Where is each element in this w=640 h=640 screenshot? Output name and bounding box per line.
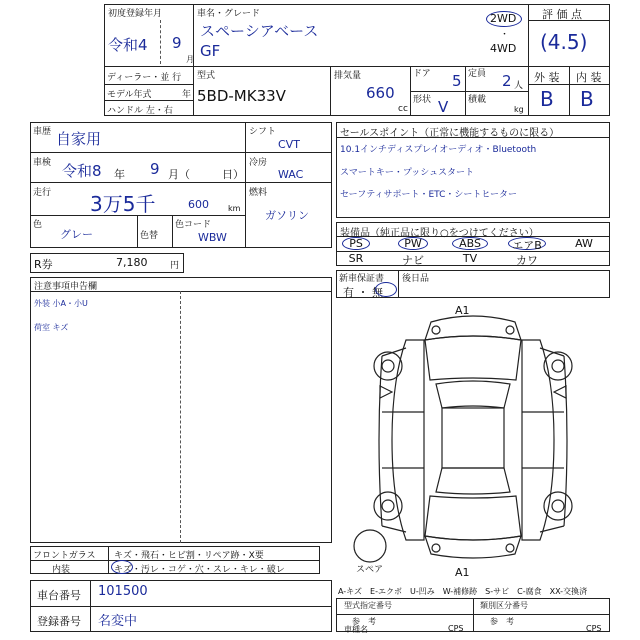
interior-label: 内 装 — [576, 71, 602, 84]
month-unit: 月 — [186, 55, 194, 64]
ac-value: WAC — [278, 168, 304, 181]
use-label: 車歴 — [33, 127, 52, 137]
notes-section — [30, 277, 332, 543]
grade: GF — [200, 42, 221, 60]
sales-point-3: セーフティサポート・ETC・シートヒーター — [340, 190, 518, 200]
color-value: グレー — [60, 228, 93, 241]
equip-tv: TV — [462, 252, 478, 265]
capacity-label: 定員 — [468, 69, 487, 79]
exterior-grade: B — [540, 87, 554, 111]
equip-abs: ABS — [459, 237, 481, 250]
eval-score: (4.5) — [540, 30, 588, 54]
inspection-month-unit: 月（ — [168, 168, 190, 181]
cc-unit: cc — [398, 104, 408, 114]
chassis-label: 車台番号 — [37, 589, 81, 602]
equip-ps: PS — [349, 237, 363, 250]
ref-label-1: 参 考 — [352, 617, 376, 626]
equip-pw: PW — [404, 237, 422, 250]
recycle-box — [30, 253, 184, 273]
note-2: 荷室 キズ — [34, 323, 69, 332]
notes-title: 注意事項申告欄 — [34, 282, 98, 292]
drive-dot: ・ — [500, 30, 510, 40]
equip-sr: SR — [348, 252, 364, 265]
color-label: 色 — [33, 220, 43, 230]
recycle-amount: 7,180 — [116, 256, 148, 269]
mileage-value: 3万5千 — [90, 192, 156, 216]
car-damage-diagram — [336, 300, 610, 584]
equip-leather: カワ — [516, 254, 538, 267]
model: 5BD-MK33V — [197, 87, 286, 105]
car-name: スペーシアベース — [200, 22, 319, 40]
interior-cond-circle — [111, 560, 133, 574]
chassis-value: 101500 — [98, 584, 148, 599]
handle-label: ハンドル 左・右 — [107, 106, 173, 116]
fuel-label: 燃料 — [249, 188, 268, 198]
person-unit: 人 — [514, 81, 524, 91]
interior-cond-label: 内装 — [52, 565, 71, 575]
drive-4wd: 4WD — [490, 42, 517, 55]
drive-2wd: 2WD — [490, 12, 517, 25]
interior-grade: B — [580, 87, 594, 111]
sales-point-2: スマートキー・プッシュスタート — [340, 168, 475, 178]
reg-year-label: 初度登録年月 — [108, 9, 163, 19]
model-year-label: モデル年式 — [107, 90, 152, 100]
km-unit: km — [228, 204, 241, 213]
ref-label-2: 参 考 — [490, 617, 514, 626]
reg-label: 車種名 — [344, 625, 368, 634]
inspection-day-unit: 日） — [222, 168, 244, 181]
front-damage-mark: A1 — [455, 304, 470, 317]
reg-no-label: 登録番号 — [37, 615, 81, 628]
damage-legend: A-キズ E-エクボ U-凹み W-補修跡 S-サビ C-腐食 XX-交換済 — [338, 587, 588, 596]
glass-label: フロントガラス — [33, 551, 96, 561]
sales-points-title: セールスポイント（正常に機能するものに限る） — [340, 128, 560, 139]
reg-no-value: 名変中 — [98, 614, 138, 629]
shape-label: 形状 — [413, 95, 432, 105]
stamp-label-1: 型式指定番号 — [344, 601, 392, 610]
kg-unit: kg — [514, 105, 524, 114]
year-unit-top: 年 — [182, 90, 192, 100]
shift-value: CVT — [278, 138, 300, 151]
spare-label: スペア — [356, 565, 384, 575]
displacement-label: 排気量 — [334, 71, 362, 81]
color-change-label: 色替 — [140, 231, 159, 241]
equipment-title: 装備品（純正品に限り○をつけてください） — [340, 228, 539, 239]
equip-navi: ナビ — [402, 254, 424, 267]
color-code-label: 色コード — [175, 220, 212, 230]
warranty-label: 新車保証書 — [339, 274, 385, 284]
car-name-label: 車名・グレード — [197, 9, 261, 19]
use-value: 自家用 — [56, 130, 102, 148]
note-1: 外装 小A・小U — [34, 299, 88, 308]
color-code: WBW — [198, 231, 227, 244]
fuel-value: ガソリン — [265, 209, 309, 222]
equip-aw: AW — [575, 237, 593, 250]
mileage-label: 走行 — [33, 188, 52, 198]
stamp-label-2: 類別区分番号 — [480, 601, 528, 610]
exterior-label: 外 装 — [534, 71, 560, 84]
inspection-era: 令和8 — [62, 162, 102, 180]
eval-label: 評 価 点 — [542, 8, 582, 21]
glass-value: キズ・飛石・ヒビ割・リペア跡・X要 — [114, 551, 264, 561]
yen-unit: 円 — [170, 261, 180, 271]
warranty-selected-circle — [375, 282, 397, 297]
doors: 5 — [452, 72, 462, 90]
displacement: 660 — [366, 84, 395, 102]
inspection-label: 車検 — [33, 158, 52, 168]
warranty-value: 有 ・ 無 — [343, 286, 383, 299]
inspection-year-unit: 年 — [114, 168, 125, 181]
door-label: ドア — [413, 69, 431, 79]
rear-damage-mark: A1 — [455, 566, 470, 579]
ac-label: 冷房 — [249, 158, 268, 168]
mileage-extra: 600 — [188, 198, 209, 211]
inspection-month: 9 — [150, 160, 160, 178]
reg-era: 令和4 — [108, 36, 148, 54]
sales-point-1: 10.1インチディスプレイオーディオ・Bluetooth — [340, 145, 537, 155]
cps-label-2: CPS — [586, 624, 602, 633]
back-date-label: 後日品 — [402, 274, 430, 284]
shift-label: シフト — [249, 127, 277, 137]
dealer-label: ディーラー・並 行 — [107, 73, 182, 83]
load-label: 積載 — [468, 95, 487, 105]
equip-airbag: エアB — [512, 239, 542, 252]
recycle-label: R券 — [34, 258, 53, 271]
interior-cond-value: キズ・汚レ・コゲ・穴・スレ・キレ・破レ — [114, 565, 285, 575]
reg-month: 9 — [172, 34, 182, 52]
capacity: 2 — [502, 72, 512, 90]
shape: V — [438, 98, 449, 116]
model-label: 型式 — [197, 71, 216, 81]
cps-label-1: CPS — [448, 624, 464, 633]
